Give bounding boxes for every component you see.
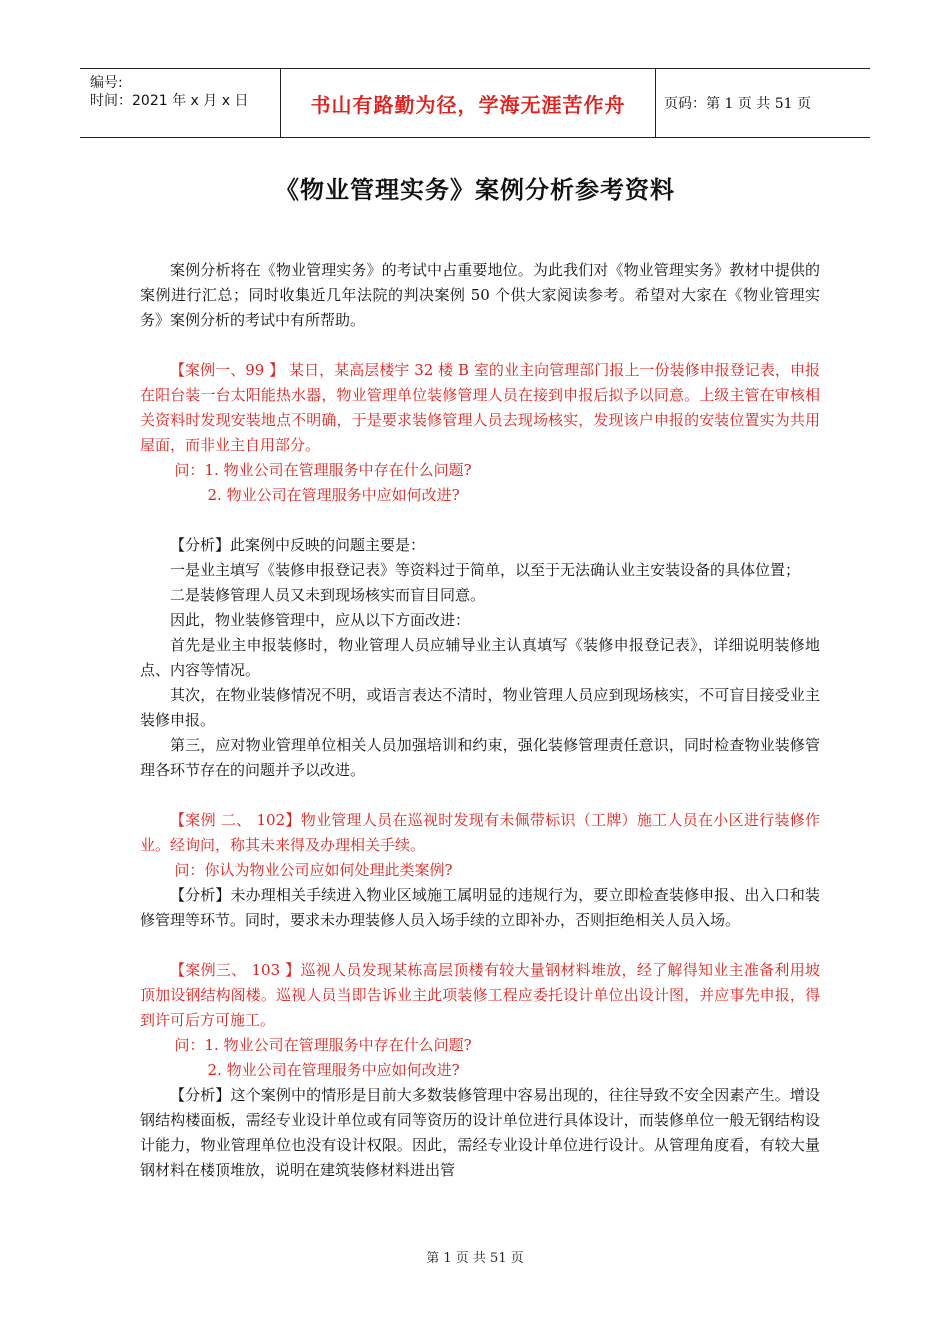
number-label: 编号: xyxy=(90,75,123,91)
case2-question: 问：你认为物业公司应如何处理此类案例? xyxy=(174,861,453,879)
document-title: 《物业管理实务》案例分析参考资料 xyxy=(275,176,675,204)
case1-analysis-line: 因此，物业装修管理中，应从以下方面改进： xyxy=(170,611,471,629)
case1-analysis-line: 第三，应对物业管理单位相关人员加强培训和约束，强化装修管理责任意识，同时检查物业装修管理各环节存在的问题并予以改进。 xyxy=(140,736,820,779)
intro-paragraph: 案例分析将在《物业管理实务》的考试中占重要地位。为此我们对《物业管理实务》教材中提供的案例进行汇总；同时收集近几年法院的判决案例 50 个供大家阅读参考。希望对大家在《物业管理实务》案例分析的考试中有所帮助。 xyxy=(140,261,820,329)
case1-analysis-line: 【分析】此案例中反映的问题主要是： xyxy=(170,536,426,554)
page-info: 页码：第 1 页 共 51 页 xyxy=(664,96,811,112)
time-label: 时间：2021 年 x 月 x 日 xyxy=(90,93,249,109)
case3-analysis: 【分析】这个案例中的情形是目前大多数装修管理中容易出现的，往往导致不安全因素产生。增设钢结构楼面板，需经专业设计单位或有同等资历的设计单位进行具体设计，而装修单位一般无钢结构设计能力，物业管理单位也没有设计权限。因此，需经专业设计单位进行设计。从管理角度看，有较大量钢材料在楼顶堆放，说明在建筑装修材料进出管 xyxy=(140,1086,820,1179)
header-table xyxy=(80,68,870,138)
case1-question-1: 问：1. 物业公司在管理服务中存在什么问题? xyxy=(174,461,472,479)
motto: 书山有路勤为径，学海无涯苦作舟 xyxy=(280,69,656,137)
case3-question-1: 问：1. 物业公司在管理服务中存在什么问题? xyxy=(174,1036,472,1054)
case2-text: 【案例 二、 102】物业管理人员在巡视时发现有未佩带标识（工牌）施工人员在小区进行装修作业。经询问，称其未来得及办理相关手续。 xyxy=(140,811,820,854)
document-body xyxy=(140,258,820,1183)
case1-question-2: 2. 物业公司在管理服务中应如何改进? xyxy=(207,486,460,504)
header-left-cell xyxy=(80,69,280,137)
case2-analysis: 【分析】未办理相关手续进入物业区域施工属明显的违规行为，要立即检查装修申报、出入口和装修管理等环节。同时，要求未办理装修人员入场手续的立即补办，否则拒绝相关人员入场。 xyxy=(140,886,820,929)
case3-text: 【案例三、 103 】巡视人员发现某栋高层顶楼有较大量钢材料堆放，经了解得知业主准备利用坡顶加设钢结构阁楼。巡视人员当即告诉业主此项装修工程应委托设计单位出设计图，并应事先申报，得到许可后方可施工。 xyxy=(140,961,820,1029)
case1-analysis-line: 二是装修管理人员又未到现场核实而盲目同意。 xyxy=(170,586,486,604)
case1-text: 【案例一、99 】 某日，某高层楼宇 32 楼 B 室的业主向管理部门报上一份装修申报登记表，申报在阳台装一台太阳能热水器，物业管理单位装修管理人员在接到申报后拟予以同意。上级主管在审核相关资料时发现安装地点不明确，于是要求装修管理人员去现场核实，发现该户申报的安装位置实为共用屋面，而非业主自用部分。 xyxy=(140,361,820,454)
case1-analysis-line: 一是业主填写《装修申报登记表》等资料过于简单，以至于无法确认业主安装设备的具体位置； xyxy=(170,561,801,579)
case3-question-2: 2. 物业公司在管理服务中应如何改进? xyxy=(207,1061,460,1079)
page-footer: 第 1 页 共 51 页 xyxy=(426,1251,524,1266)
case1-analysis-line: 首先是业主申报装修时，物业管理人员应辅导业主认真填写《装修申报登记表》，详细说明装修地点、内容等情况。 xyxy=(140,636,820,679)
case1-analysis-line: 其次，在物业装修情况不明，或语言表达不清时，物业管理人员应到现场核实，不可盲目接受业主装修申报。 xyxy=(140,686,820,729)
